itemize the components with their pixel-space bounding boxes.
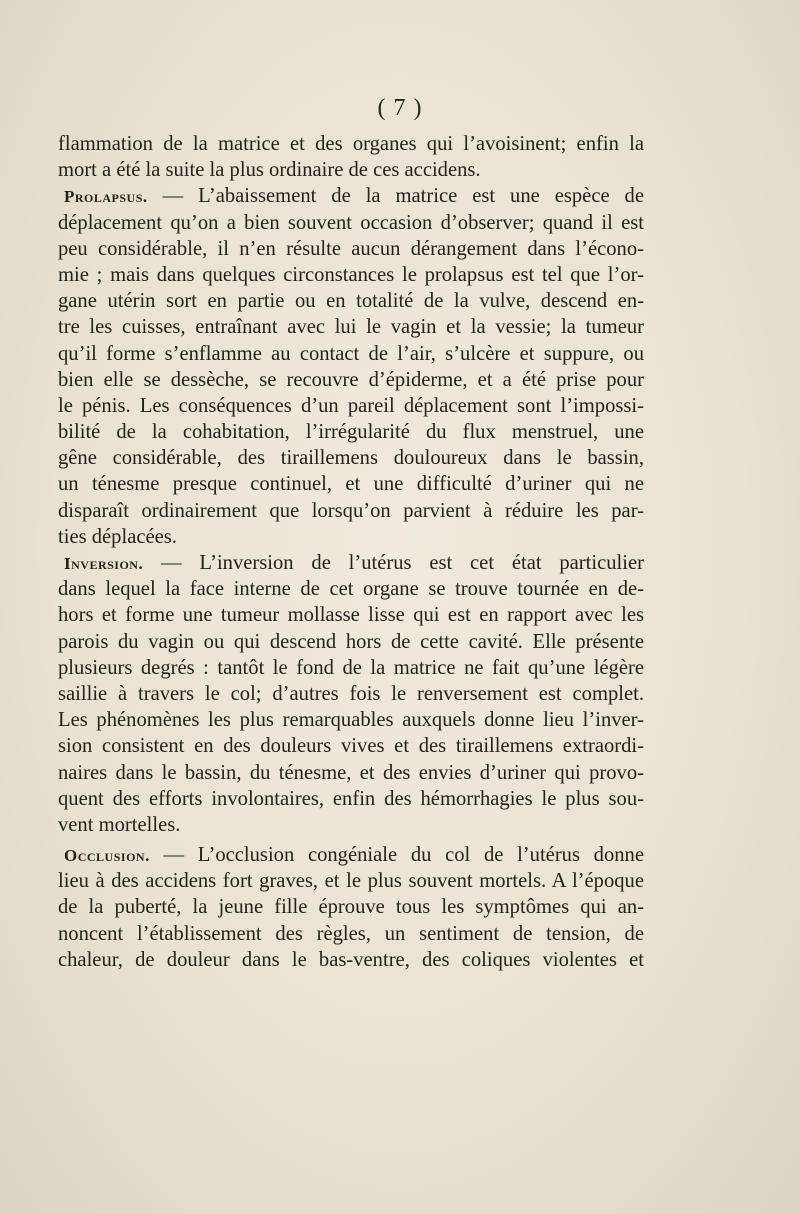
section-heading-inversion: Inversion. <box>64 554 144 573</box>
text-line: bien elle se dessèche, se recouvre d’épiderme, et a été prise pour <box>58 368 644 391</box>
text-line: bilité de la cohabitation, l’irrégularité du flux menstruel, une <box>58 421 644 444</box>
section-heading-occlusion: Occlusion. <box>64 846 150 866</box>
text-line: mort a été la suite la plus ordinaire de ces accidens. <box>58 159 481 182</box>
text-line <box>58 183 644 209</box>
text-line: un ténesme presque continuel, et une difficulté d’uriner qui ne <box>58 473 644 496</box>
text-line: sion consistent en des douleurs vives et des tiraillemens extraordi- <box>58 735 644 758</box>
text-line <box>58 842 644 868</box>
text-line: quent des efforts involontaires, enfin des hémorrhagies le plus sou- <box>58 787 644 810</box>
text-line: Les phénomènes les plus remarquables auxquels donne lieu l’inver- <box>58 709 644 732</box>
text-line: de la puberté, la jeune fille éprouve tous les symptômes qui an- <box>58 896 644 919</box>
text-line: flammation de la matrice et des organes qui l’avoisinent; enfin la <box>58 133 644 155</box>
text-line: disparaît ordinairement que lorsqu’on parvient à réduire les par- <box>58 499 644 522</box>
text-line: ties déplacées. <box>58 525 177 548</box>
text-line: peu considérable, il n’en résulte aucun dérangement dans l’écono- <box>58 237 644 260</box>
text-line <box>58 550 644 576</box>
text-line: lieu à des accidens fort graves, et le plus souvent mortels. A l’époque <box>58 870 644 893</box>
text-line: qu’il forme s’enflamme au contact de l’air, s’ulcère et suppure, ou <box>58 342 644 365</box>
text-line: gane utérin sort en partie ou en totalité de la vulve, descend en- <box>58 290 644 313</box>
text-fragment: — L’abaissement de la matrice est une espèce de <box>147 185 644 208</box>
text-line: parois du vagin ou qui descend hors de cette cavité. Elle présente <box>58 630 644 653</box>
text-line: hors et forme une tumeur mollasse lisse qui est en rapport avec les <box>58 604 644 627</box>
text-line: gêne considérable, des tiraillemens douloureux dans le bassin, <box>58 447 644 470</box>
text-line: noncent l’établissement des règles, un sentiment de tension, de <box>58 922 644 945</box>
body-text <box>58 131 644 973</box>
text-line: plusieurs degrés : tantôt le fond de la matrice ne fait qu’une légère <box>58 656 644 679</box>
text-line: vent mortelles. <box>58 813 181 836</box>
section-heading-prolapsus: Prolapsus. <box>64 187 148 207</box>
text-line: le pénis. Les conséquences d’un pareil déplacement sont l’impossi- <box>58 394 644 417</box>
text-line: chaleur, de douleur dans le bas-ventre, des coliques violentes et <box>58 948 644 971</box>
text-fragment: — L’occlusion congéniale du col de l’utérus donne <box>149 844 644 867</box>
page-number: ( 7 ) <box>377 95 423 121</box>
text-line: mie ; mais dans quelques circonstances le prolapsus est tel que l’or- <box>58 263 644 286</box>
text-line: déplacement qu’on a bien souvent occasion d’observer; quand il est <box>58 211 644 234</box>
text-line: tre les cuisses, entraînant avec lui le vagin et la vessie; la tumeur <box>58 316 644 339</box>
text-line: dans lequel la face interne de cet organe se trouve tournée en de- <box>58 578 644 601</box>
text-fragment: — L’inversion de l’utérus est cet état particulier <box>143 552 644 574</box>
text-line: naires dans le bassin, du ténesme, et des envies d’uriner qui provo- <box>58 761 644 784</box>
text-line: saillie à travers le col; d’autres fois le renversement est complet. <box>58 682 644 705</box>
